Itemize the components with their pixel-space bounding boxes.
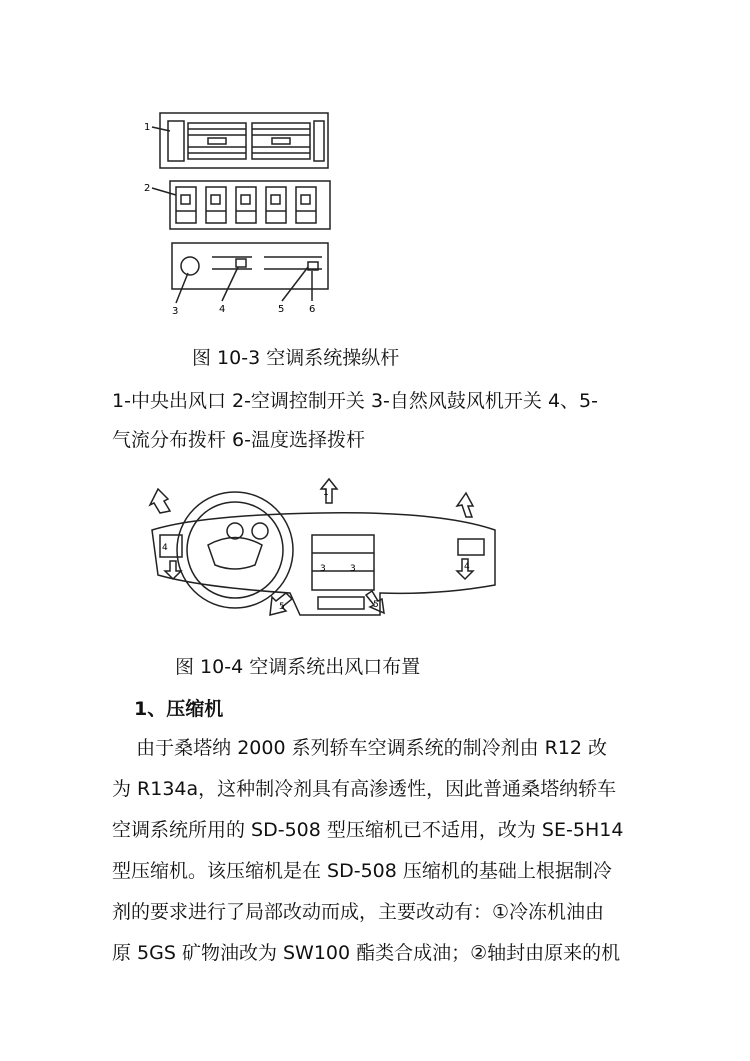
- figure-10-4-drawing: [140, 475, 510, 630]
- figure-10-3-caption: 图 10-3 空调系统操纵杆: [192, 347, 400, 369]
- callout-1-center: 1: [323, 488, 329, 498]
- callout-2: 2: [144, 183, 151, 194]
- figure-10-4-caption: 图 10-4 空调系统出风口布置: [175, 656, 421, 678]
- callout-3-left: 3: [320, 564, 326, 574]
- callout-3: 3: [172, 306, 179, 317]
- callout-4-right: 4: [464, 562, 470, 572]
- body-line-1: 由于桑塔纳 2000 系列轿车空调系统的制冷剂由 R12 改: [112, 737, 608, 759]
- callout-5: 5: [278, 304, 285, 315]
- body-line-4: 型压缩机。该压缩机是在 SD-508 压缩机的基础上根据制冷: [112, 860, 612, 882]
- section-heading: 1、压缩机: [134, 698, 224, 720]
- callout-1: 1: [144, 122, 151, 133]
- figure-10-3-drawing: [140, 105, 350, 320]
- callout-5-left: 5: [279, 602, 285, 612]
- callout-4-left: 4: [162, 543, 168, 553]
- legend-line-2: 气流分布拨杆 6-温度选择拨杆: [112, 429, 365, 451]
- body-line-3: 空调系统所用的 SD-508 型压缩机已不适用，改为 SE-5H14: [112, 819, 624, 841]
- callout-5-right: 5: [373, 600, 379, 610]
- callout-6: 6: [309, 304, 316, 315]
- legend-line-1: 1-中央出风口 2-空调控制开关 3-自然风鼓风机开关 4、5-: [112, 390, 598, 412]
- body-line-2: 为 R134a，这种制冷剂具有高渗透性，因此普通桑塔纳轿车: [112, 778, 617, 800]
- callout-3-right: 3: [350, 564, 356, 574]
- body-line-5: 剂的要求进行了局部改动而成，主要改动有：①冷冻机油由: [112, 901, 605, 923]
- callout-4: 4: [219, 304, 226, 315]
- body-line-6: 原 5GS 矿物油改为 SW100 酯类合成油；②轴封由原来的机: [112, 942, 621, 964]
